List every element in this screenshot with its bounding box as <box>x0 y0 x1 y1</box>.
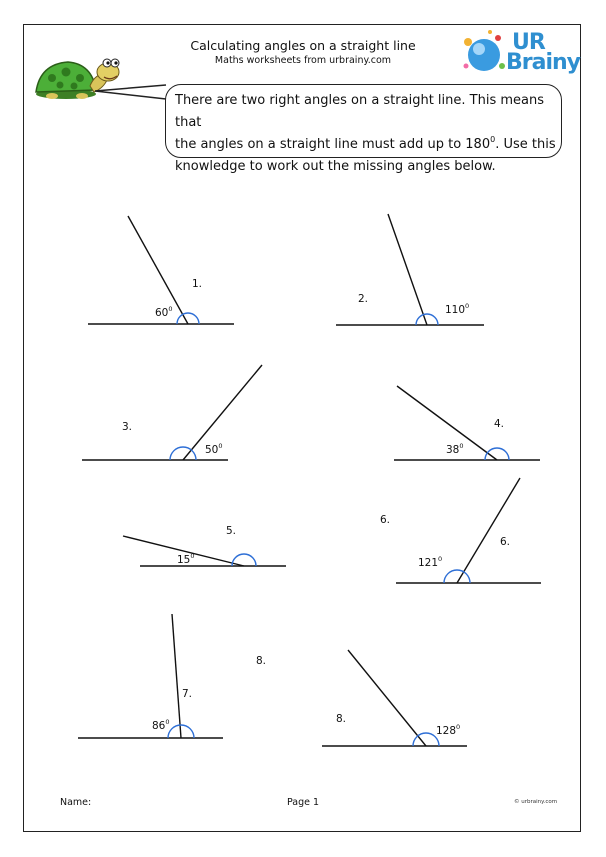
question-1-number: 1. <box>192 278 203 290</box>
question-5-angle: $15^0$ <box>177 552 195 566</box>
question-8-number: 8. <box>336 713 347 725</box>
footer-copyright: © urbrainy.com <box>514 799 558 805</box>
question-3-angle: $50^0$ <box>205 442 223 456</box>
question-3-number: 3. <box>122 421 133 433</box>
question-6-label-extra: 6. <box>380 514 391 526</box>
speech-bubble-text <box>175 90 560 178</box>
question-7-number: 7. <box>182 688 193 700</box>
question-8-label-extra: 8. <box>256 655 267 667</box>
question-6-number: 6. <box>500 536 511 548</box>
question-8-angle: $128^0$ <box>436 723 461 737</box>
footer-page-number: Page 1 <box>286 797 320 808</box>
page-subtitle: Maths worksheets from urbrainy.com <box>214 55 392 66</box>
speech-line-2: the angles on a straight line must add up to $180^0$. Use this <box>175 135 556 152</box>
speech-bubble-pointer <box>95 84 170 104</box>
question-6-angle: $121^0$ <box>418 555 443 569</box>
question-7-angle: $86^0$ <box>152 718 170 732</box>
logo-text-ur: UR <box>512 30 545 55</box>
question-2-angle: $110^0$ <box>445 302 470 316</box>
question-1-angle: $60^0$ <box>155 305 173 319</box>
page-title: Calculating angles on a straight line <box>190 38 416 53</box>
question-5-number: 5. <box>226 525 237 537</box>
speech-line-1: There are two right angles on a straight line. This means that <box>175 93 544 130</box>
speech-line-3: knowledge to work out the missing angles below. <box>175 159 496 174</box>
question-4-number: 4. <box>494 418 505 430</box>
footer-name-label: Name: <box>60 797 92 808</box>
question-2-number: 2. <box>358 293 369 305</box>
logo-text-brainy: Brainy <box>506 50 581 75</box>
question-4-angle: $38^0$ <box>446 442 464 456</box>
urbrainy-logo <box>458 26 580 78</box>
